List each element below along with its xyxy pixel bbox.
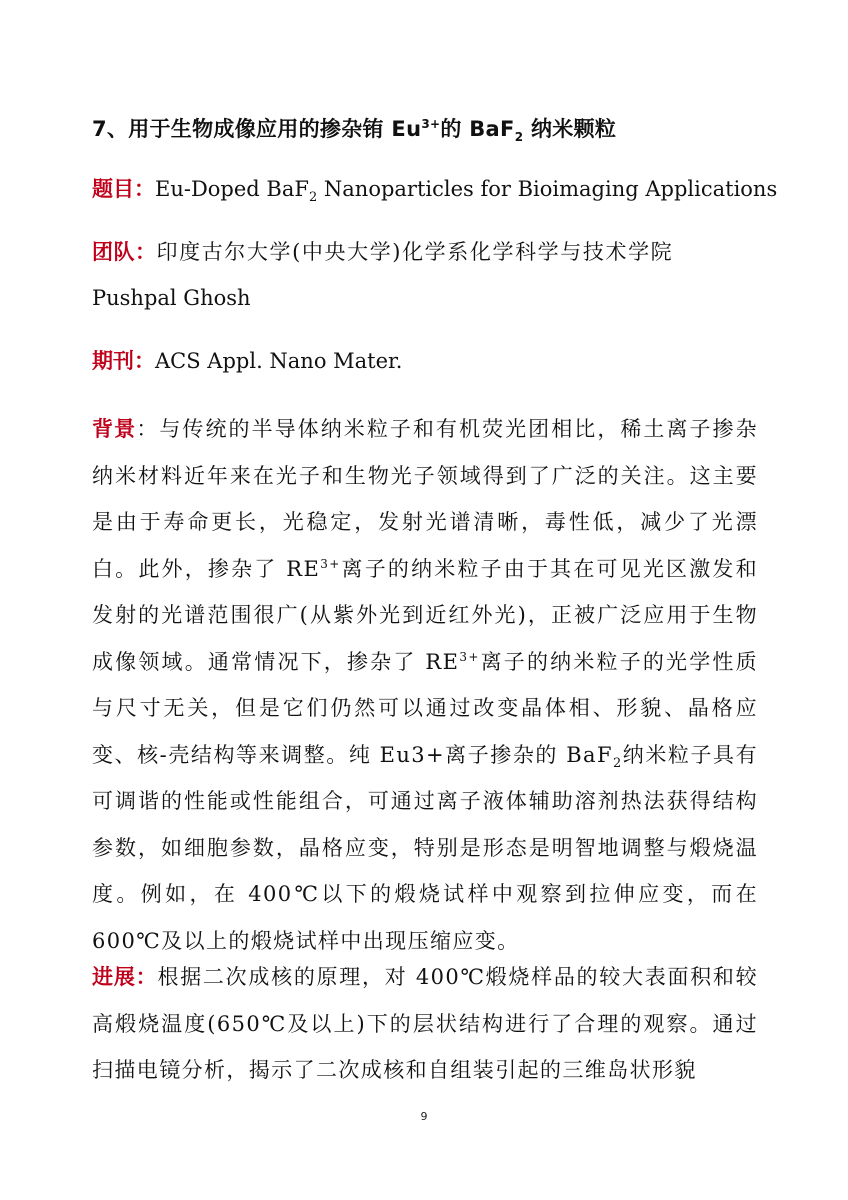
heading-text-end: 纳米颗粒	[523, 117, 617, 141]
team-label: 团队：	[92, 239, 157, 264]
topic-line	[92, 171, 778, 216]
background-colon: ：	[136, 417, 160, 441]
heading-subscript: 2	[514, 130, 524, 145]
progress-text: 根据二次成核的原理，对 400℃煅烧样品的较大表面积和较高煅烧温度(650℃及以上)下的层状结构进行了合理的观察。通过扫描电镜分析，揭示了二次成核和自组装引起的三维岛状形貌	[92, 965, 759, 1082]
background-text-2: 离子的纳米粒子由于其在可见光区激发和发射的光谱范围很广(从紫外光到近红外光)，正被广泛应用于生物成像领域。通常情况下，掺杂了 RE	[92, 556, 759, 674]
progress-paragraph	[92, 954, 758, 1094]
section-heading	[92, 113, 616, 144]
journal-label: 期刊：	[92, 348, 155, 373]
progress-label: 进展：	[92, 964, 158, 989]
topic-text: Eu-Doped BaF	[155, 177, 309, 201]
background-superscript-1: 3+	[320, 556, 341, 571]
background-subscript: 2	[612, 755, 623, 771]
journal-text: ACS Appl. Nano Mater.	[155, 349, 403, 373]
background-label: 背景	[92, 416, 137, 441]
heading-text: 7、用于生物成像应用的掺杂铕 Eu	[92, 117, 422, 141]
journal-line	[92, 343, 764, 379]
heading-text-mid: 的 BaF	[440, 117, 515, 141]
background-superscript-2: 3+	[459, 649, 480, 664]
topic-subscript: 2	[308, 190, 318, 206]
team-line	[92, 234, 764, 270]
topic-label: 题目：	[92, 176, 155, 201]
page-number: 9	[420, 1110, 428, 1123]
background-text-4: 纳米粒子具有可调谐的性能或性能组合，可通过离子液体辅助溶剂热法获得结构参数，如细胞参数，晶格应变，特别是形态是明智地调整与煅烧温度。例如，在 400℃以下的煅烧试样中观察到拉伸应变，而在 600℃及以上的煅烧试样中出现压缩应变。	[92, 742, 758, 953]
background-text-3: 离子的纳米粒子的光学性质与尺寸无关，但是它们仍然可以通过改变晶体相、形貌、晶格应变、核-壳结构等来调整。纯 Eu3+离子掺杂的 BaF	[92, 649, 758, 767]
heading-superscript: 3+	[421, 117, 441, 131]
team-name-line	[92, 280, 764, 316]
background-text-1: 与传统的半导体纳米粒子和有机荧光团相比，稀土离子掺杂纳米材料近年来在光子和生物光子领域得到了广泛的关注。这主要是由于寿命更长，光稳定，发射光谱清晰，毒性低，减少了光漂白。此外，掺杂了 RE	[92, 417, 759, 581]
team-text: 印度古尔大学(中央大学)化学系化学科学与技术学院	[156, 240, 674, 264]
team-name: Pushpal Ghosh	[92, 286, 251, 310]
background-paragraph	[92, 406, 758, 964]
topic-text-end: Nanoparticles for Bioimaging Applications	[317, 177, 778, 201]
